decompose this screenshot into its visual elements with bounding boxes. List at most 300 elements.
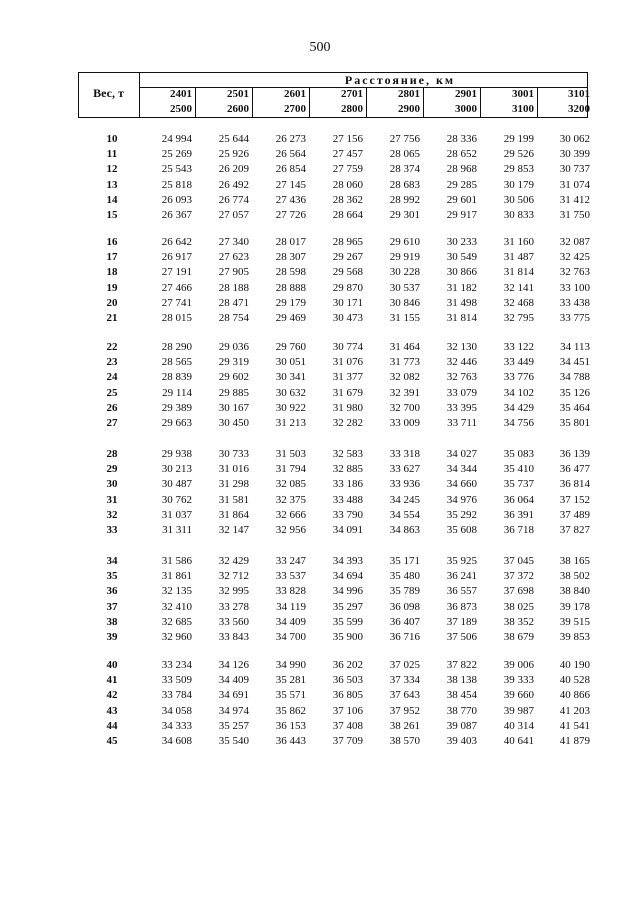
table-cell: 37 827 [559, 524, 590, 536]
table-cell: 35 292 [446, 508, 477, 521]
table-cell: 31 814 [503, 266, 534, 279]
table-cell: 29 760 [275, 341, 306, 353]
row-weight-label: 23 [106, 356, 118, 369]
table-cell: 33 488 [332, 493, 363, 506]
row-weight-label: 32 [106, 508, 118, 521]
header-column-divider [195, 87, 196, 118]
table-cell: 31 679 [332, 386, 363, 399]
table-cell: 36 718 [503, 524, 534, 536]
distance-range-from: 2401 [170, 88, 192, 100]
row-weight-label: 25 [106, 386, 118, 399]
row-weight-label: 45 [106, 735, 118, 747]
table-cell: 39 987 [503, 704, 534, 717]
table-cell: 32 795 [503, 312, 534, 324]
table-cell: 30 846 [389, 296, 420, 309]
table-cell: 35 171 [389, 555, 420, 567]
distance-range-from: 2701 [341, 88, 363, 100]
table-cell: 29 389 [161, 401, 192, 414]
row-weight-label: 28 [106, 448, 118, 460]
table-cell: 31 750 [559, 209, 590, 221]
table-cell: 35 862 [275, 704, 306, 717]
table-cell: 33 711 [447, 417, 477, 429]
table-cell: 30 450 [218, 417, 249, 429]
table-cell: 30 537 [389, 281, 420, 294]
table-cell: 37 408 [332, 719, 363, 732]
table-cell: 31 037 [161, 508, 192, 521]
table-cell: 39 178 [559, 600, 590, 613]
table-cell: 29 469 [275, 312, 306, 324]
table-cell: 26 917 [161, 251, 192, 264]
table-cell: 25 644 [218, 133, 249, 145]
header-column-divider [537, 87, 538, 118]
table-cell: 30 737 [559, 163, 590, 176]
header-column-divider [366, 87, 367, 118]
table-cell: 32 141 [503, 281, 534, 294]
header-column-divider [252, 87, 253, 118]
table-cell: 32 700 [389, 401, 420, 414]
distance-range-from: 3001 [512, 88, 534, 100]
table-cell: 32 685 [161, 615, 192, 628]
table-cell: 35 083 [503, 448, 534, 460]
table-cell: 34 451 [559, 356, 590, 369]
table-cell: 34 027 [446, 448, 477, 460]
table-cell: 32 446 [446, 356, 477, 369]
table-cell: 30 341 [275, 371, 306, 384]
table-cell: 26 209 [218, 163, 249, 176]
page-number: 500 [309, 40, 331, 55]
table-cell: 34 691 [218, 689, 249, 702]
table-cell: 34 344 [446, 463, 477, 476]
row-weight-label: 15 [106, 209, 118, 221]
table-cell: 28 754 [218, 312, 249, 324]
header-bottom-rule [78, 117, 587, 118]
table-cell: 33 318 [389, 448, 420, 460]
table-cell: 37 506 [446, 631, 477, 643]
table-cell: 36 241 [446, 570, 477, 583]
table-cell: 34 091 [332, 524, 363, 536]
table-cell: 32 583 [332, 448, 363, 460]
table-cell: 30 399 [559, 148, 590, 161]
distance-range-from: 2901 [455, 88, 477, 100]
table-cell: 38 261 [389, 719, 420, 732]
table-cell: 35 410 [503, 463, 534, 476]
table-cell: 24 994 [161, 133, 192, 145]
table-cell: 31 814 [446, 312, 477, 324]
table-cell: 34 409 [218, 674, 249, 687]
table-cell: 36 716 [389, 631, 420, 643]
table-cell: 35 801 [559, 417, 590, 429]
table-cell: 30 167 [218, 401, 249, 414]
table-cell: 39 087 [446, 719, 477, 732]
distance-range-to: 2900 [398, 103, 420, 115]
table-cell: 33 438 [559, 296, 590, 309]
table-cell: 28 888 [275, 281, 306, 294]
table-cell: 32 995 [218, 585, 249, 598]
table-cell: 32 135 [161, 585, 192, 598]
table-cell: 31 074 [559, 178, 590, 191]
table-cell: 31 487 [503, 251, 534, 264]
table-cell: 30 051 [275, 356, 306, 369]
table-cell: 34 700 [275, 631, 306, 643]
distance-range-header [323, 87, 363, 117]
table-cell: 34 976 [446, 493, 477, 506]
row-weight-label: 10 [106, 133, 118, 145]
table-cell: 25 269 [161, 148, 192, 161]
table-cell: 33 537 [275, 570, 306, 583]
table-cell: 27 340 [218, 236, 249, 248]
table-cell: 29 919 [389, 251, 420, 264]
table-cell: 27 057 [218, 209, 249, 221]
table-cell: 35 737 [503, 478, 534, 491]
table-cell: 38 840 [559, 585, 590, 598]
table-cell: 34 694 [332, 570, 363, 583]
table-cell: 31 773 [389, 356, 420, 369]
table-cell: 29 601 [446, 193, 477, 206]
row-weight-label: 26 [106, 401, 118, 414]
table-cell: 32 960 [161, 631, 192, 643]
table-cell: 28 017 [275, 236, 306, 248]
table-cell: 35 126 [559, 386, 590, 399]
table-cell: 26 854 [275, 163, 306, 176]
table-cell: 35 540 [218, 735, 249, 747]
table-cell: 32 085 [275, 478, 306, 491]
weight-column-header: Вес, т [93, 86, 124, 100]
table-cell: 39 006 [503, 659, 534, 671]
row-weight-label: 14 [106, 193, 118, 206]
table-cell: 27 466 [161, 281, 192, 294]
table-cell: 35 599 [332, 615, 363, 628]
table-cell: 26 273 [275, 133, 306, 145]
table-cell: 33 843 [218, 631, 249, 643]
table-cell: 31 213 [275, 417, 306, 429]
table-cell: 29 526 [503, 148, 534, 161]
table-cell: 29 663 [161, 417, 192, 429]
table-cell: 27 156 [332, 133, 363, 145]
table-cell: 36 873 [446, 600, 477, 613]
table-cell: 39 853 [559, 631, 590, 643]
table-cell: 39 660 [503, 689, 534, 702]
table-cell: 36 064 [503, 493, 534, 506]
table-cell: 37 698 [503, 585, 534, 598]
row-weight-label: 29 [106, 463, 118, 476]
table-cell: 36 391 [503, 508, 534, 521]
table-cell: 28 664 [332, 209, 363, 221]
table-cell: 33 186 [332, 478, 363, 491]
header-column-divider [309, 87, 310, 118]
table-cell: 32 130 [446, 341, 477, 353]
table-cell: 36 139 [559, 448, 590, 460]
table-cell: 35 789 [389, 585, 420, 598]
table-cell: 33 395 [446, 401, 477, 414]
header-column-divider [423, 87, 424, 118]
table-cell: 34 863 [389, 524, 420, 536]
table-cell: 26 642 [161, 236, 192, 248]
row-weight-label: 39 [106, 631, 118, 643]
table-cell: 29 938 [161, 448, 192, 460]
table-cell: 35 297 [332, 600, 363, 613]
table-cell: 32 082 [389, 371, 420, 384]
header-weight-divider [139, 72, 140, 118]
table-cell: 34 102 [503, 386, 534, 399]
distance-range-to: 3200 [568, 103, 590, 115]
row-weight-label: 18 [106, 266, 118, 279]
table-cell: 26 564 [275, 148, 306, 161]
distance-range-header [209, 87, 249, 117]
table-cell: 35 281 [275, 674, 306, 687]
row-weight-label: 40 [106, 659, 118, 671]
table-cell: 28 307 [275, 251, 306, 264]
distance-range-to: 2500 [170, 103, 192, 115]
table-cell: 30 179 [503, 178, 534, 191]
table-cell: 29 917 [446, 209, 477, 221]
row-weight-label: 22 [106, 341, 118, 353]
table-cell: 40 528 [559, 674, 590, 687]
table-cell: 26 774 [218, 193, 249, 206]
table-cell: 28 188 [218, 281, 249, 294]
table-cell: 33 627 [389, 463, 420, 476]
table-cell: 27 756 [389, 133, 420, 145]
table-cell: 34 409 [275, 615, 306, 628]
distance-range-header [437, 87, 477, 117]
table-cell: 32 410 [161, 600, 192, 613]
row-weight-label: 36 [106, 585, 118, 598]
table-cell: 30 762 [161, 493, 192, 506]
table-cell: 32 712 [218, 570, 249, 583]
table-cell: 37 952 [389, 704, 420, 717]
table-cell: 36 153 [275, 719, 306, 732]
table-cell: 28 060 [332, 178, 363, 191]
distance-range-header [266, 87, 306, 117]
table-cell: 33 560 [218, 615, 249, 628]
table-cell: 31 412 [559, 193, 590, 206]
table-cell: 37 822 [446, 659, 477, 671]
table-cell: 28 290 [161, 341, 192, 353]
table-cell: 33 784 [161, 689, 192, 702]
table-cell: 28 362 [332, 193, 363, 206]
table-cell: 35 925 [446, 555, 477, 567]
row-weight-label: 38 [106, 615, 118, 628]
row-weight-label: 13 [106, 178, 118, 191]
table-cell: 32 468 [503, 296, 534, 309]
table-cell: 32 282 [332, 417, 363, 429]
distance-column-header: Расстояние, км [344, 73, 456, 87]
table-cell: 37 709 [332, 735, 363, 747]
table-cell: 33 449 [503, 356, 534, 369]
table-cell: 35 900 [332, 631, 363, 643]
table-cell: 25 543 [161, 163, 192, 176]
table-cell: 37 152 [559, 493, 590, 506]
table-cell: 27 145 [275, 178, 306, 191]
table-cell: 37 025 [389, 659, 420, 671]
table-cell: 38 165 [559, 555, 590, 567]
table-cell: 32 763 [559, 266, 590, 279]
table-cell: 33 828 [275, 585, 306, 598]
table-cell: 30 833 [503, 209, 534, 221]
table-cell: 37 372 [503, 570, 534, 583]
table-cell: 28 471 [218, 296, 249, 309]
table-cell: 27 741 [161, 296, 192, 309]
table-cell: 33 776 [503, 371, 534, 384]
table-cell: 36 805 [332, 689, 363, 702]
table-cell: 40 641 [503, 735, 534, 747]
table-cell: 35 480 [389, 570, 420, 583]
table-cell: 28 965 [332, 236, 363, 248]
distance-range-from: 2501 [227, 88, 249, 100]
table-cell: 31 182 [446, 281, 477, 294]
distance-range-to: 3100 [512, 103, 534, 115]
table-cell: 26 093 [161, 193, 192, 206]
table-cell: 37 045 [503, 555, 534, 567]
header-column-divider [480, 87, 481, 118]
table-cell: 29 870 [332, 281, 363, 294]
table-cell: 33 079 [446, 386, 477, 399]
row-weight-label: 34 [106, 555, 118, 567]
distance-range-header [494, 87, 534, 117]
table-cell: 41 879 [559, 735, 590, 747]
table-cell: 29 267 [332, 251, 363, 264]
table-cell: 25 818 [161, 178, 192, 191]
row-weight-label: 21 [106, 312, 118, 324]
table-cell: 29 179 [275, 296, 306, 309]
table-cell: 31 155 [389, 312, 420, 324]
table-cell: 28 565 [161, 356, 192, 369]
table-cell: 32 666 [275, 508, 306, 521]
table-cell: 34 333 [161, 719, 192, 732]
table-cell: 27 191 [161, 266, 192, 279]
distance-range-header [380, 87, 420, 117]
table-cell: 30 473 [332, 312, 363, 324]
table-cell: 28 968 [446, 163, 477, 176]
row-weight-label: 31 [106, 493, 118, 506]
table-cell: 29 114 [162, 386, 192, 399]
table-cell: 29 885 [218, 386, 249, 399]
table-cell: 34 974 [218, 704, 249, 717]
table-cell: 38 454 [446, 689, 477, 702]
table-cell: 32 956 [275, 524, 306, 536]
table-cell: 28 374 [389, 163, 420, 176]
table-cell: 37 189 [446, 615, 477, 628]
row-weight-label: 37 [106, 600, 118, 613]
table-cell: 27 436 [275, 193, 306, 206]
table-cell: 36 814 [559, 478, 590, 491]
distance-range-to: 2600 [227, 103, 249, 115]
table-cell: 32 763 [446, 371, 477, 384]
table-cell: 39 515 [559, 615, 590, 628]
distance-range-from: 3101 [568, 88, 590, 100]
table-cell: 33 936 [389, 478, 420, 491]
row-weight-label: 33 [106, 524, 118, 536]
table-cell: 35 608 [446, 524, 477, 536]
table-cell: 29 853 [503, 163, 534, 176]
table-cell: 28 683 [389, 178, 420, 191]
table-cell: 32 429 [218, 555, 249, 567]
table-cell: 39 333 [503, 674, 534, 687]
table-cell: 32 087 [559, 236, 590, 248]
table-cell: 34 996 [332, 585, 363, 598]
table-cell: 31 464 [389, 341, 420, 353]
table-cell: 33 790 [332, 508, 363, 521]
table-cell: 31 503 [275, 448, 306, 460]
table-cell: 32 885 [332, 463, 363, 476]
table-cell: 29 301 [389, 209, 420, 221]
table-cell: 26 492 [218, 178, 249, 191]
row-weight-label: 11 [106, 148, 118, 161]
table-cell: 29 568 [332, 266, 363, 279]
table-cell: 33 100 [559, 281, 590, 294]
table-cell: 31 794 [275, 463, 306, 476]
table-cell: 32 391 [389, 386, 420, 399]
table-cell: 37 106 [332, 704, 363, 717]
table-cell: 30 549 [446, 251, 477, 264]
table-cell: 29 610 [389, 236, 420, 248]
table-cell: 28 065 [389, 148, 420, 161]
table-cell: 29 199 [503, 133, 534, 145]
table-cell: 33 278 [218, 600, 249, 613]
table-cell: 30 866 [446, 266, 477, 279]
table-cell: 36 443 [275, 735, 306, 747]
table-cell: 33 009 [389, 417, 420, 429]
table-cell: 40 190 [559, 659, 590, 671]
distance-range-to: 2800 [341, 103, 363, 115]
table-cell: 38 352 [503, 615, 534, 628]
row-weight-label: 41 [106, 674, 118, 687]
row-weight-label: 19 [106, 281, 118, 294]
row-weight-label: 43 [106, 704, 118, 717]
table-cell: 35 257 [218, 719, 249, 732]
table-cell: 40 314 [503, 719, 534, 732]
table-cell: 36 503 [332, 674, 363, 687]
table-cell: 30 506 [503, 193, 534, 206]
table-cell: 38 570 [389, 735, 420, 747]
table-cell: 28 015 [161, 312, 192, 324]
table-cell: 39 403 [446, 735, 477, 747]
table-cell: 37 643 [389, 689, 420, 702]
table-cell: 34 393 [332, 555, 363, 567]
row-weight-label: 16 [106, 236, 118, 248]
table-cell: 31 864 [218, 508, 249, 521]
table-cell: 33 775 [559, 312, 590, 324]
table-cell: 28 839 [161, 371, 192, 384]
table-cell: 31 160 [503, 236, 534, 248]
table-cell: 38 502 [559, 570, 590, 583]
table-cell: 26 367 [161, 209, 192, 221]
table-cell: 34 245 [389, 493, 420, 506]
table-cell: 34 788 [559, 371, 590, 384]
table-cell: 30 487 [161, 478, 192, 491]
table-cell: 27 905 [218, 266, 249, 279]
table-cell: 41 541 [559, 719, 590, 732]
distance-range-to: 2700 [284, 103, 306, 115]
table-cell: 33 509 [161, 674, 192, 687]
table-cell: 32 375 [275, 493, 306, 506]
table-cell: 25 926 [218, 148, 249, 161]
table-cell: 27 726 [275, 209, 306, 221]
table-cell: 36 407 [389, 615, 420, 628]
table-cell: 36 477 [559, 463, 590, 476]
table-cell: 31 581 [218, 493, 249, 506]
table-cell: 33 122 [503, 341, 534, 353]
table-cell: 31 498 [446, 296, 477, 309]
table-cell: 29 036 [218, 341, 249, 353]
table-cell: 27 623 [218, 251, 249, 264]
table-cell: 40 866 [559, 689, 590, 702]
table-cell: 27 759 [332, 163, 363, 176]
row-weight-label: 42 [106, 689, 118, 702]
table-cell: 38 025 [503, 600, 534, 613]
row-weight-label: 44 [106, 719, 118, 732]
table-cell: 33 247 [275, 555, 306, 567]
table-cell: 31 311 [162, 524, 192, 536]
